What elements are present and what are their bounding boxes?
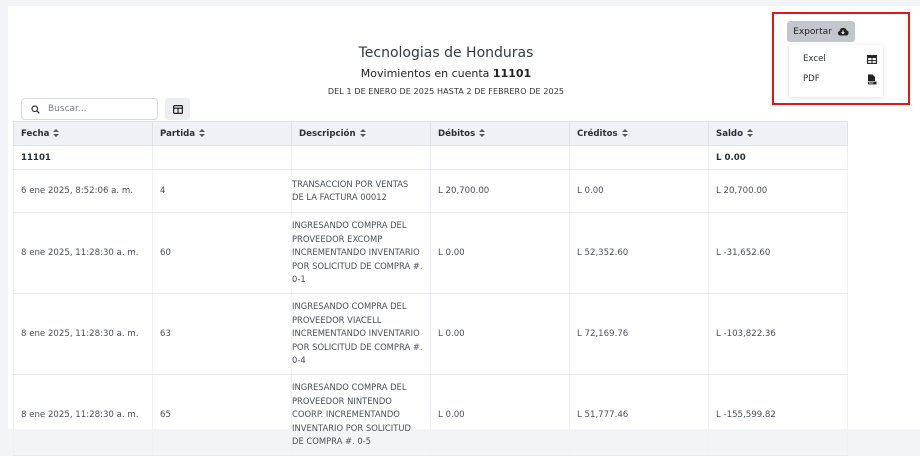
cell-creditos: L 52,352.60 [570, 213, 709, 294]
table-row [14, 375, 848, 456]
subtitle-prefix: Movimientos en cuenta [360, 67, 493, 80]
cell-fecha: 8 ene 2025, 11:28:30 a. m. [14, 375, 153, 456]
table-row [14, 213, 848, 294]
cell-partida: 4 [153, 170, 292, 213]
cell-creditos: L 51,777.46 [570, 375, 709, 456]
header-partida[interactable]: Partida [153, 122, 292, 146]
cell-fecha: 8 ene 2025, 11:28:30 a. m. [14, 294, 153, 375]
cell-saldo: L -155,599.82 [709, 375, 848, 456]
cell-debitos: L 20,700.00 [431, 170, 570, 213]
company-name: Tecnologias de Honduras [358, 45, 534, 61]
cell-debitos: L 0.00 [431, 375, 570, 456]
export-button-label: Exportar [793, 26, 832, 37]
account-label: 11101 [14, 146, 153, 170]
sort-icon [199, 129, 205, 137]
sort-icon [53, 129, 59, 137]
date-range: DEL 1 DE ENERO DE 2025 HASTA 2 DE FEBRERO DE 2025 [327, 87, 565, 96]
cell-saldo: L 20,700.00 [709, 170, 848, 213]
export-excel-label: Excel [803, 54, 826, 64]
cell-descripcion: INGRESANDO COMPRA DEL PROVEEDOR EXCOMP INCREMENTANDO INVENTARIO POR SOLICITUD DE COMPRA #. 0-1 [292, 213, 431, 294]
header-debitos[interactable]: Débitos [431, 122, 570, 146]
cell-fecha: 6 ene 2025, 8:52:06 a. m. [14, 170, 153, 213]
cell-descripcion: TRANSACCION POR VENTAS DE LA FACTURA 00012 [292, 170, 431, 213]
columns-button[interactable] [165, 98, 190, 120]
header-fecha[interactable]: Fecha [14, 122, 153, 146]
cell-descripcion: INGRESANDO COMPRA DEL PROVEEDOR NINTENDO COORP. INCREMENTANDO INVENTARIO POR SOLICITUD DE COMPRA #. 0-5 [292, 375, 431, 456]
header-creditos[interactable]: Créditos [570, 122, 709, 146]
sort-icon [479, 129, 485, 137]
cell-fecha: 8 ene 2025, 11:28:30 a. m. [14, 213, 153, 294]
account-number: 11101 [492, 67, 532, 80]
cell-descripcion: INGRESANDO COMPRA DEL PROVEEDOR VIACELL INCREMENTANDO INVENTARIO POR SOLICITUD DE COMPRA #. 0-4 [292, 294, 431, 375]
cell-creditos: L 72,169.76 [570, 294, 709, 375]
header-saldo[interactable]: Saldo [709, 122, 848, 146]
cell-debitos: L 0.00 [431, 294, 570, 375]
sort-icon [622, 129, 628, 137]
export-pdf-label: PDF [803, 74, 820, 84]
movements-table [13, 121, 848, 456]
table-columns-icon [173, 105, 183, 114]
svg-text:PDF: PDF [868, 81, 874, 85]
cell-partida: 60 [153, 213, 292, 294]
cell-partida: 65 [153, 375, 292, 456]
cell-saldo: L -103,822.36 [709, 294, 848, 375]
header-descripcion[interactable]: Descripción [292, 122, 431, 146]
account-row [14, 146, 848, 170]
export-highlight-box [772, 12, 910, 105]
cell-saldo: L -31,652.60 [709, 213, 848, 294]
report-subtitle [8, 67, 884, 81]
search-box[interactable] [21, 98, 158, 120]
search-icon [31, 105, 40, 114]
account-saldo: L 0.00 [709, 146, 848, 170]
table-row [14, 170, 848, 213]
sort-icon [747, 129, 753, 137]
table-header-row [14, 122, 848, 146]
cell-partida: 63 [153, 294, 292, 375]
cell-debitos: L 0.00 [431, 213, 570, 294]
sort-icon [360, 129, 366, 137]
table-row [14, 294, 848, 375]
cell-creditos: L 0.00 [570, 170, 709, 213]
report-header [8, 44, 884, 96]
search-input[interactable] [46, 103, 150, 115]
